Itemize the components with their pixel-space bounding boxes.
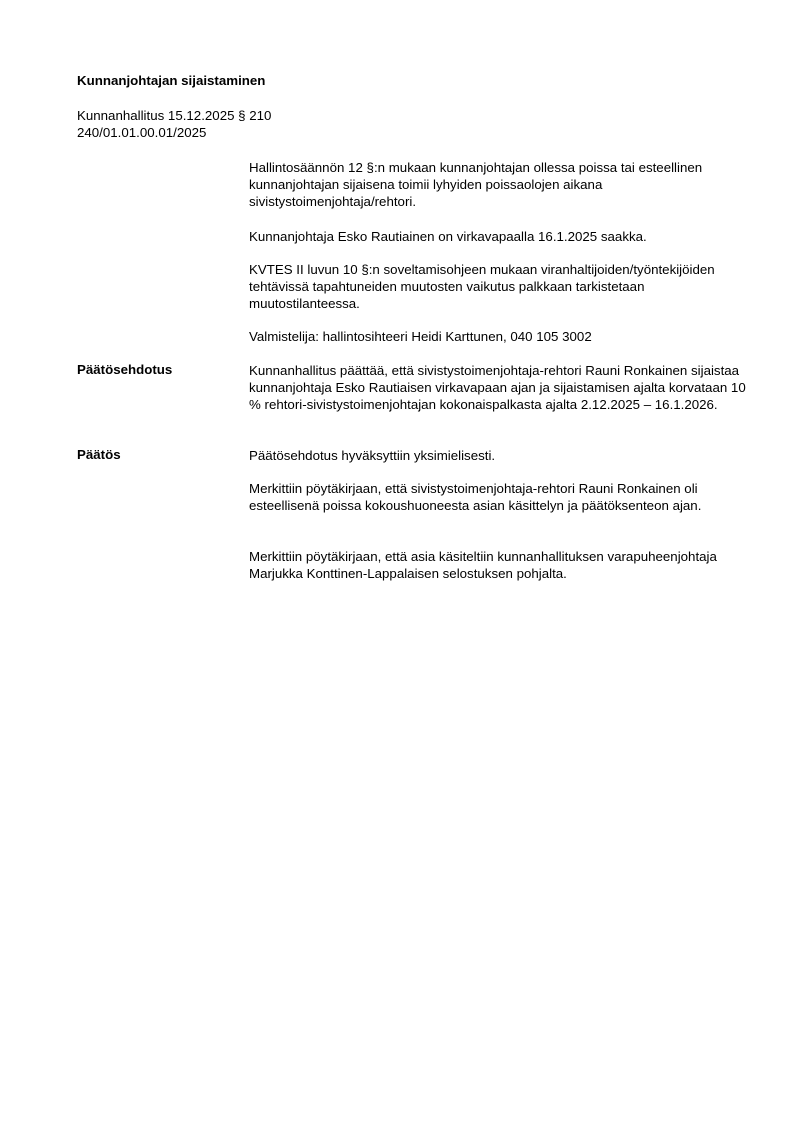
background-paragraph: Kunnanjohtaja Esko Rautiainen on virkavapaalla 16.1.2025 saakka. xyxy=(249,229,647,244)
proposal-text: Kunnanhallitus päättää, että sivistystoimenjohtaja-rehtori Rauni Ronkainen sijaistaa kunnanjohtaja Esko Rautiaisen virkavapaan ajan ja sijaistamisen ajalta korvataan 10 % rehtori-sivistystoimenjohtajan kokonaispalkasta ajalta 2.12.2025 – 16.1.2026. xyxy=(249,363,746,412)
case-number: 240/01.01.00.01/2025 xyxy=(77,125,207,140)
decision-label: Päätös xyxy=(77,447,121,462)
preparer-line: Valmistelija: hallintosihteeri Heidi Karttunen, 040 105 3002 xyxy=(249,329,592,344)
background-paragraph: KVTES II luvun 10 §:n soveltamisohjeen mukaan viranhaltijoiden/työntekijöiden tehtävissä tapahtuneiden muutosten vaikutus palkkaan tarkistetaan muutostilanteessa. xyxy=(249,262,715,311)
decision-paragraph: Merkittiin pöytäkirjaan, että asia käsiteltiin kunnanhallituksen varapuheenjohtaja Marjukka Konttinen-Lappalaisen selostuksen pohjalta. xyxy=(249,549,717,581)
decision-paragraph: Merkittiin pöytäkirjaan, että sivistystoimenjohtaja-rehtori Rauni Ronkainen oli esteellisenä poissa kokoushuoneesta asian käsittelyn ja päätöksenteon ajan. xyxy=(249,481,702,513)
proposal-label: Päätösehdotus xyxy=(77,362,173,377)
background-paragraph: Hallintosäännön 12 §:n mukaan kunnanjohtajan ollessa poissa tai esteellinen kunnanjohtajan sijaisena toimii lyhyiden poissaolojen aikana sivistystoimenjohtaja/rehtori. xyxy=(249,160,703,209)
decision-paragraph: Päätösehdotus hyväksyttiin yksimielisesti. xyxy=(249,448,496,463)
document-title: Kunnanjohtajan sijaistaminen xyxy=(77,73,266,88)
meeting-reference: Kunnanhallitus 15.12.2025 § 210 xyxy=(77,108,272,123)
